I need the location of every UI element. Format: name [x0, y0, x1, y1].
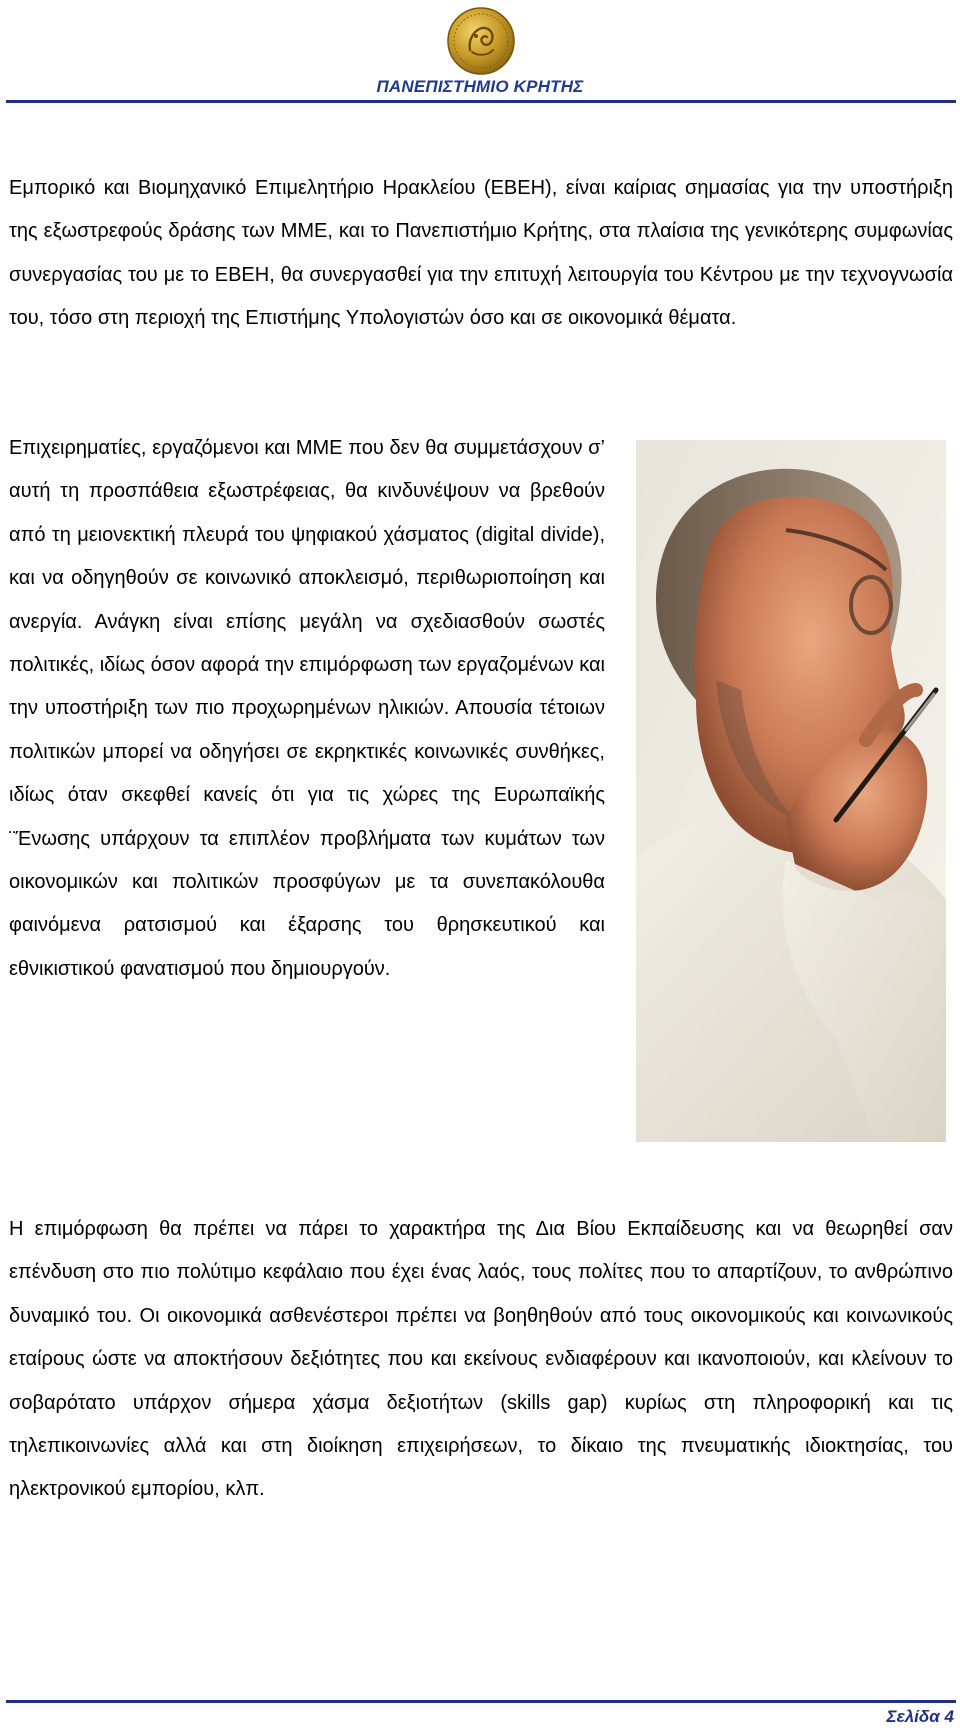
header-rule — [6, 100, 956, 103]
university-seal-icon — [446, 6, 516, 76]
university-name: ΠΑΝΕΠΙΣΤΗΜΙΟ ΚΡΗΤΗΣ — [376, 77, 584, 96]
paragraph-lifelong-learning: Η επιμόρφωση θα πρέπει να πάρει το χαρακτήρα της Δια Βίου Εκπαίδευσης και να θεωρηθεί σαν επένδυση στο πιο πολύτιμο κεφάλαιο που έχει ένας λαός, τους πολίτες που το απαρτίζουν, το ανθρώπινο δυναμικό του. Οι οικονομικά ασθενέστεροι πρέπει να βοηθηθούν από τους οικονομικούς και κοινωνικούς εταίρους ώστε να αποκτήσουν δεξιότητες που και εκείνους ενδιαφέρουν και ικανοποιούν, και κλείνουν το σοβαρότατο υπάρχον σήμερα χάσμα δεξιοτήτων (skills gap) κυρίως στη πληροφορική και τις τηλεπικοινωνίες αλλά και στη διοίκηση επιχειρήσεων, το δίκαιο της πνευματικής ιδιοκτησίας, του ηλεκτρονικού εμπορίου, κλπ. — [9, 1218, 953, 1501]
footer-rule — [6, 1700, 956, 1703]
paragraph-digital-divide: Επιχειρηματίες, εργαζόμενοι και ΜΜΕ που δεν θα συμμετάσχουν σ’ αυτή τη προσπάθεια εξωστρέφειας, θα κινδυνέψουν να βρεθούν από τη μειονεκτική πλευρά του ψηφιακού χάσματος (digital divide), και να οδηγηθούν σε κοινωνικό αποκλεισμό, περιθωριοποίηση και ανεργία. Ανάγκη είναι επίσης μεγάλη να σχεδιασθούν σωστές πολιτικές, ιδίως όσον αφορά την επιμόρφωση των εργαζομένων και την υποστήριξη των πιο προχωρημένων ηλικιών. Απουσία τέτοιων πολιτικών μπορεί να οδηγήσει σε εκρηκτικές κοινωνικές συνθήκες, ιδίως όταν σκεφθεί κανείς ότι για τις χώρες της Ευρωπαϊκής ¨Ένωσης υπάρχουν τα επιπλέον προβλήματα των κυμάτων των οικονομικών και πολιτικών προσφύγων με τα συνεπακόλουθα φαινόμενα ρατσισμού και έξαρσης του θρησκευτικού και εθνικιστικού φανατισμού που δημιουργούν. — [9, 437, 605, 980]
paragraph-chamber-cooperation: Εμπορικό και Βιομηχανικό Επιμελητήριο Ηρακλείου (ΕΒΕΗ), είναι καίριας σημασίας για την υποστήριξη της εξωστρεφούς δράσης των ΜΜΕ, και το Πανεπιστήμιο Κρήτης, στα πλαίσια της γενικότερης συμφωνίας συνεργασίας του με το ΕΒΕΗ, θα συνεργασθεί για την επιτυχή λειτουργία του Κέντρου με την τεχνογνωσία του, τόσο στη περιοχή της Επιστήμης Υπολογιστών όσο και σε οικονομικά θέματα. — [9, 177, 953, 330]
thinking-man-photo — [636, 440, 946, 1142]
page-number: Σελίδα 4 — [886, 1707, 954, 1726]
page-header — [0, 0, 960, 104]
